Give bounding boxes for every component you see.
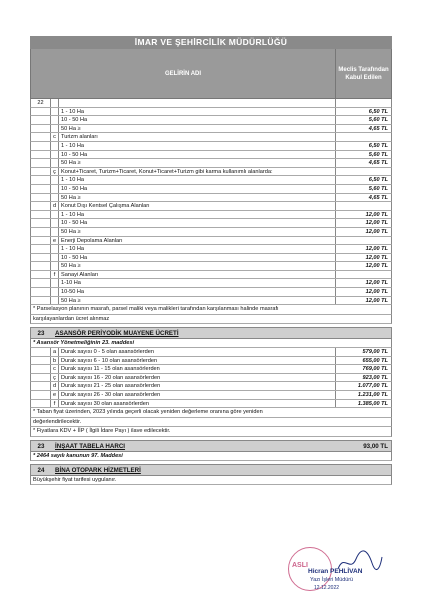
- row-description: 1-10 Ha: [59, 279, 336, 287]
- row-number: [31, 125, 51, 133]
- row-letter: [51, 151, 59, 159]
- table-row: [30, 185, 392, 194]
- row-letter: [51, 99, 59, 107]
- row-value: 1.385,00 TL: [357, 400, 388, 407]
- row-description: 10 - 50 Ha: [59, 185, 336, 193]
- table-row: [30, 271, 392, 280]
- row-letter: [51, 297, 59, 305]
- row-letter: c: [51, 365, 59, 373]
- row-description: Durak sayısı 30 olan asansörlerden: [59, 400, 336, 408]
- table-row: [30, 245, 392, 254]
- row-letter: [51, 159, 59, 167]
- stamp-title: Yazı İşleri Müdürü: [310, 577, 354, 583]
- row-number: [31, 116, 51, 124]
- row-number: [31, 245, 51, 253]
- table-row: [30, 262, 392, 271]
- table-row: [30, 382, 392, 391]
- table-row: [30, 211, 392, 220]
- section-sign-header: [30, 440, 392, 452]
- row-number: [31, 228, 51, 236]
- row-letter: [51, 125, 59, 133]
- row-description: 10-50 Ha: [59, 288, 336, 296]
- row-value: 12,00 TL: [365, 220, 388, 227]
- parking-note: Büyükşehir fiyat tarifesi uygulanır.: [30, 476, 392, 486]
- row-letter: ç: [51, 374, 59, 382]
- row-description: Durak sayısı 0 - 5 olan asansörlerden: [59, 348, 336, 356]
- row-value: 12,00 TL: [365, 297, 388, 304]
- stamp-brand: ASLI: [292, 562, 308, 569]
- row-value: 6,50 TL: [368, 142, 388, 149]
- row-value: 923,00 TL: [362, 374, 388, 381]
- table-row: [30, 279, 392, 288]
- row-number: 22: [31, 99, 51, 107]
- table-row: [30, 116, 392, 125]
- stamp-date: 12.12.2022: [314, 585, 340, 591]
- row-value: 12,00 TL: [365, 254, 388, 261]
- note-line: * Parselasyon planının masrafı, parsel maliki veya malikleri tarafından karşılanması halinde masrafı: [30, 305, 392, 315]
- table-row: [30, 133, 392, 142]
- row-number: [31, 151, 51, 159]
- table-row: [30, 357, 392, 366]
- row-number: [31, 108, 51, 116]
- row-value: 6,50 TL: [368, 108, 388, 115]
- table-row: [30, 142, 392, 151]
- row-number: [31, 185, 51, 193]
- row-number: [31, 271, 51, 279]
- row-letter: e: [51, 391, 59, 399]
- row-value: 12,00 TL: [365, 246, 388, 253]
- table-row: [30, 151, 392, 160]
- row-letter: [51, 228, 59, 236]
- row-letter: [51, 108, 59, 116]
- table-row: [30, 391, 392, 400]
- header-fee: Meclis Tarafından Kabul Edilen: [338, 66, 389, 81]
- row-number: [31, 133, 51, 141]
- section-name: İNŞAAT TABELA HARCI: [55, 442, 126, 450]
- row-description: Durak sayısı 21 - 25 olan asansörlerden: [59, 382, 336, 390]
- section-name: ASANSÖR PERİYODİK MUAYENE ÜCRETİ: [55, 330, 179, 338]
- row-number: [31, 142, 51, 150]
- row-letter: d: [51, 382, 59, 390]
- section-parking-header: [30, 464, 392, 476]
- row-letter: e: [51, 237, 59, 245]
- row-value: [336, 237, 391, 245]
- row-description: 10 - 50 Ha: [59, 254, 336, 262]
- row-description: Konut+Ticaret, Turizm+Ticaret, Konut+Ticaret+Turizm gibi karma kullanımlı alanlarda:: [59, 168, 336, 176]
- table-row: [30, 99, 392, 108]
- table-row: [30, 108, 392, 117]
- row-number: [31, 262, 51, 270]
- row-description: Konut Dışı Kentsel Çalışma Alanları: [59, 202, 336, 210]
- row-value: 4,65 TL: [368, 194, 388, 201]
- section-name: BİNA OTOPARK HİZMETLERİ: [55, 466, 141, 474]
- row-letter: [51, 262, 59, 270]
- row-value: 5,60 TL: [368, 151, 388, 158]
- row-letter: [51, 288, 59, 296]
- row-description: Enerji Depolama Alanları: [59, 237, 336, 245]
- row-number: [31, 211, 51, 219]
- row-description: 1 - 10 Ha: [59, 245, 336, 253]
- table-row: [30, 219, 392, 228]
- table-row: [30, 237, 392, 246]
- note-line: değerlendirilecektir.: [30, 418, 392, 428]
- row-number: [31, 237, 51, 245]
- table-row: [30, 194, 392, 203]
- table-row: [30, 400, 392, 409]
- note-line: * Taban fiyat üzerinden, 2023 yılında geçerli olacak yeniden değerleme oranına göre yeniden: [30, 408, 392, 418]
- row-description: 10 - 50 Ha: [59, 151, 336, 159]
- row-letter: [51, 194, 59, 202]
- row-number: [31, 202, 51, 210]
- row-value: 5,60 TL: [368, 185, 388, 192]
- row-letter: b: [51, 357, 59, 365]
- row-description: Durak sayısı 26 - 30 olan asansörlerden: [59, 391, 336, 399]
- table-row: [30, 348, 392, 357]
- row-value: 579,00 TL: [362, 349, 388, 356]
- row-value: 1.077,00 TL: [357, 383, 388, 390]
- table-row: [30, 254, 392, 263]
- row-description: 50 Ha ≥: [59, 125, 336, 133]
- row-number: [31, 288, 51, 296]
- row-number: [31, 159, 51, 167]
- note-valuation: [30, 408, 392, 437]
- row-value: 12,00 TL: [365, 280, 388, 287]
- header-name: GELİRİN ADI: [31, 49, 336, 98]
- row-value: 12,00 TL: [365, 289, 388, 296]
- table-header: [30, 49, 392, 99]
- row-letter: c: [51, 133, 59, 141]
- table-row: [30, 125, 392, 134]
- table-row: [30, 202, 392, 211]
- row-letter: [51, 245, 59, 253]
- row-value: 12,00 TL: [365, 211, 388, 218]
- table-row: [30, 168, 392, 177]
- row-letter: [51, 219, 59, 227]
- row-value: 4,65 TL: [368, 160, 388, 167]
- row-letter: [51, 176, 59, 184]
- row-letter: a: [51, 348, 59, 356]
- section-23-reference: * Asansör Yönetmeliğinin 23. maddesi: [30, 339, 392, 348]
- stamp-name: Hicran PEHLİVAN: [308, 568, 363, 575]
- row-letter: [51, 279, 59, 287]
- row-letter: [51, 142, 59, 150]
- row-description: Sanayi Alanları: [59, 271, 336, 279]
- row-number: [31, 176, 51, 184]
- row-value: 12,00 TL: [365, 228, 388, 235]
- row-letter: ç: [51, 168, 59, 176]
- row-value: 5,60 TL: [368, 117, 388, 124]
- row-description: 50 Ha ≥: [59, 262, 336, 270]
- table-row: [30, 297, 392, 306]
- note-parcel: [30, 305, 392, 324]
- row-description: 50 Ha ≥: [59, 228, 336, 236]
- elevator-fee-rows: [30, 348, 392, 408]
- row-description: 10 - 50 Ha: [59, 116, 336, 124]
- section-number: 23: [37, 442, 45, 450]
- row-value: 1.231,00 TL: [357, 392, 388, 398]
- table-row: [30, 159, 392, 168]
- row-description: Turizm alanları: [59, 133, 336, 141]
- table-row: [30, 288, 392, 297]
- table-row: [30, 374, 392, 383]
- fee-rows-22: [30, 99, 392, 305]
- row-description: 1 - 10 Ha: [59, 211, 336, 219]
- row-description: Durak sayısı 11 - 15 olan asansörlerden: [59, 365, 336, 373]
- row-description: [59, 99, 336, 107]
- table-row: [30, 365, 392, 374]
- fee-document: [30, 36, 392, 485]
- section-23-header: [30, 327, 392, 339]
- row-value: [336, 202, 391, 210]
- row-value: 6,50 TL: [368, 177, 388, 184]
- row-value: [336, 99, 391, 107]
- row-description: 1 - 10 Ha: [59, 176, 336, 184]
- row-value: 655,00 TL: [362, 357, 388, 364]
- row-number: [31, 168, 51, 176]
- row-value: 4,65 TL: [368, 125, 388, 132]
- row-letter: [51, 254, 59, 262]
- table-row: [30, 228, 392, 237]
- section-value: 93,00 TL: [363, 442, 388, 450]
- row-number: [31, 219, 51, 227]
- row-letter: [51, 116, 59, 124]
- table-row: [30, 176, 392, 185]
- note-line: * Fiyatlara KDV + İİP ( İlgili İdare Payı ) ilave edilecektir.: [30, 427, 392, 437]
- row-description: 1 - 10 Ha: [59, 142, 336, 150]
- row-letter: d: [51, 202, 59, 210]
- row-value: [336, 133, 391, 141]
- official-stamp: [282, 545, 392, 595]
- row-description: Durak sayısı 16 - 20 olan asansörlerden: [59, 374, 336, 382]
- note-line: karşılayanlardan ücret alınmaz: [30, 315, 392, 325]
- section-sign-reference: * 2464 sayılı kanunun 97. Maddesi: [30, 452, 392, 461]
- row-letter: f: [51, 271, 59, 279]
- row-description: Durak sayısı 6 - 10 olan asansörlerden: [59, 357, 336, 365]
- document-title: İMAR VE ŞEHİRCİLİK MÜDÜRLÜĞÜ: [30, 36, 392, 49]
- row-value: 12,00 TL: [365, 263, 388, 270]
- row-description: 1 - 10 Ha: [59, 108, 336, 116]
- row-number: [31, 279, 51, 287]
- row-number: [31, 254, 51, 262]
- section-number: 24: [37, 466, 45, 474]
- row-description: 10 - 50 Ha: [59, 219, 336, 227]
- row-value: [336, 271, 391, 279]
- row-value: 769,00 TL: [362, 366, 388, 373]
- row-description: 50 Ha ≥: [59, 159, 336, 167]
- row-number: [31, 194, 51, 202]
- row-number: [31, 297, 51, 305]
- row-description: 50 Ha ≥: [59, 194, 336, 202]
- row-letter: f: [51, 400, 59, 408]
- row-letter: [51, 211, 59, 219]
- row-value: [336, 168, 391, 176]
- section-number: 23: [37, 330, 45, 338]
- row-description: 50 Ha ≥: [59, 297, 336, 305]
- row-letter: [51, 185, 59, 193]
